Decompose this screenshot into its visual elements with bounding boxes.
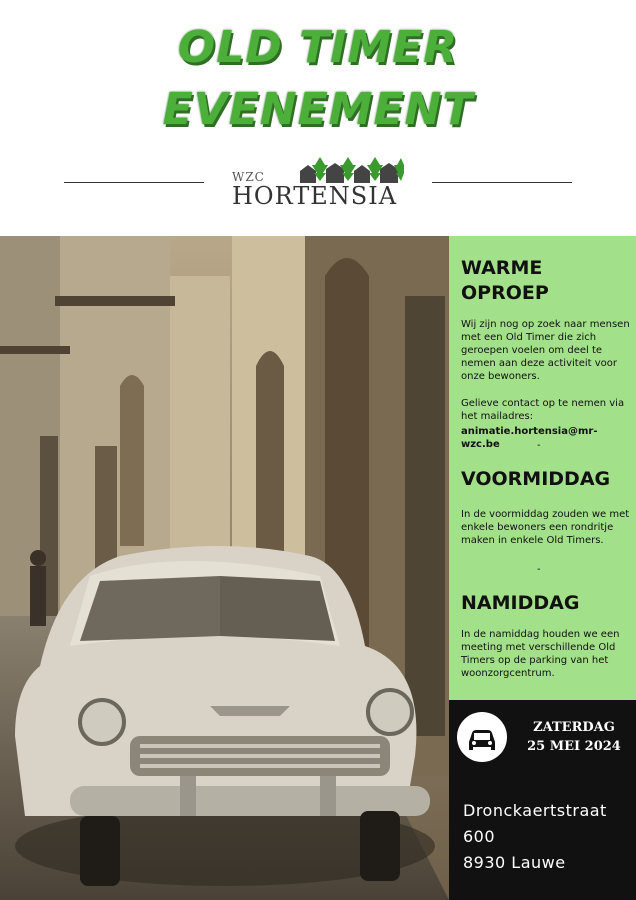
address-street: Dronckaertstraat <box>463 801 607 820</box>
logo-prefix: WZC <box>232 170 265 184</box>
vintage-car-photo <box>0 236 449 900</box>
event-day: ZATERDAG <box>533 720 615 735</box>
info-panel <box>449 236 636 700</box>
logo-name: HORTENSIA <box>232 182 398 210</box>
event-date <box>519 718 629 756</box>
event-full-date: 25 MEI 2024 <box>527 739 621 754</box>
divider-right <box>432 182 572 183</box>
title-line-2: EVENEMENT <box>162 84 474 135</box>
separator-dash: - <box>537 564 541 575</box>
warme-oproep-heading: WARME OPROEP <box>461 257 549 304</box>
house-tree-logo-icon <box>298 157 404 183</box>
namiddag-heading: NAMIDDAG <box>461 592 580 614</box>
hortensia-logo <box>232 155 404 215</box>
car-icon <box>457 712 507 762</box>
namiddag-text: In de namiddag houden we een meeting met verschillende Old Timers op de parking van het woonzorgcentrum. <box>461 629 620 679</box>
address-city: 8930 Lauwe <box>463 853 566 872</box>
warme-oproep-text: Wij zijn nog op zoek naar mensen met een Old Timer die zich geroepen voelen om deel te nemen aan deze activiteit voor onze bewoners. <box>461 319 630 382</box>
divider-left <box>64 182 204 183</box>
event-address <box>463 798 607 876</box>
voormiddag-text: In de voormiddag zouden we met enkele bewoners een rondritje maken in enkele Old Timers. <box>461 509 630 546</box>
title-line-1: OLD TIMER <box>177 22 459 73</box>
voormiddag-heading: VOORMIDDAG <box>461 468 611 490</box>
separator-dash: - <box>537 440 541 451</box>
address-number: 600 <box>463 827 496 846</box>
event-details-panel <box>449 700 636 900</box>
contact-text: Gelieve contact op te nemen via het mailadres: <box>461 398 625 422</box>
contact-email: animatie.hortensia@mr-wzc.be <box>461 426 598 450</box>
